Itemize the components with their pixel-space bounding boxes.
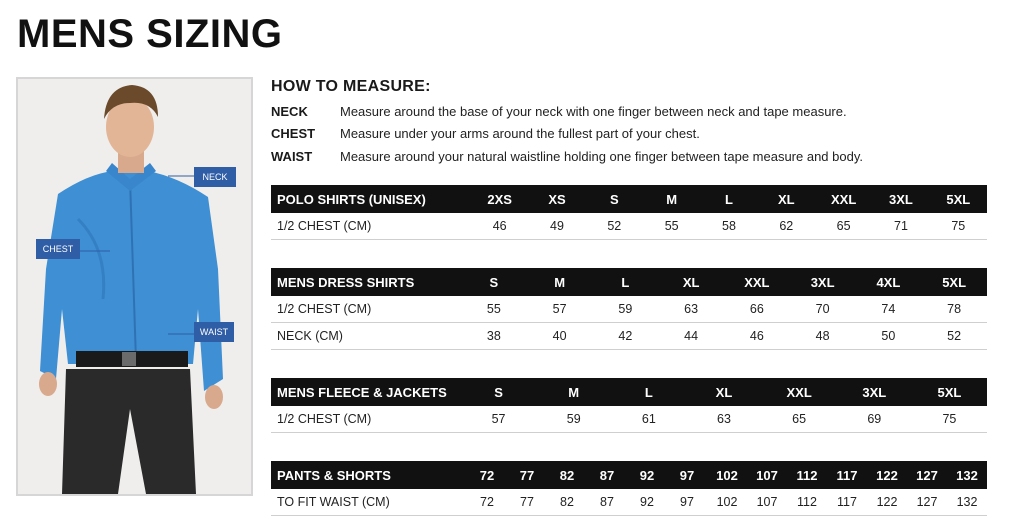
measure-item bbox=[271, 145, 991, 168]
fleece-jackets-table bbox=[271, 378, 987, 433]
table-cell: 92 bbox=[627, 489, 667, 516]
size-header: XL bbox=[686, 378, 761, 406]
table-row bbox=[271, 296, 987, 323]
size-header: L bbox=[700, 185, 757, 213]
table-cell: 42 bbox=[593, 323, 659, 350]
size-header: S bbox=[461, 378, 536, 406]
row-label: NECK (CM) bbox=[271, 323, 461, 350]
size-header: 82 bbox=[547, 461, 587, 489]
table-title: MENS FLEECE & JACKETS bbox=[271, 378, 461, 406]
size-header: L bbox=[611, 378, 686, 406]
table-cell: 63 bbox=[686, 406, 761, 433]
measure-text: Measure around the base of your neck with one finger between neck and tape measure. bbox=[340, 103, 847, 119]
size-header: XXL bbox=[724, 268, 790, 296]
size-header: 3XL bbox=[837, 378, 912, 406]
measure-item bbox=[271, 123, 991, 146]
polo-shirts-table bbox=[271, 185, 987, 240]
size-header: M bbox=[536, 378, 611, 406]
table-cell: 55 bbox=[461, 296, 527, 323]
model-photo bbox=[16, 77, 253, 496]
size-header: XXL bbox=[815, 185, 872, 213]
pants-shorts-table bbox=[271, 461, 987, 516]
table-header-row bbox=[271, 185, 987, 213]
waist-tag: WAIST bbox=[194, 322, 234, 342]
table-cell: 87 bbox=[587, 489, 627, 516]
chest-tag: CHEST bbox=[36, 239, 80, 259]
size-header: 122 bbox=[867, 461, 907, 489]
table-cell: 71 bbox=[872, 213, 929, 240]
size-header: M bbox=[527, 268, 593, 296]
measure-item bbox=[271, 100, 991, 123]
row-label: 1/2 CHEST (CM) bbox=[271, 296, 461, 323]
neck-tag: NECK bbox=[194, 167, 236, 187]
table-cell: 132 bbox=[947, 489, 987, 516]
size-header: 92 bbox=[627, 461, 667, 489]
table-cell: 117 bbox=[827, 489, 867, 516]
table-cell: 38 bbox=[461, 323, 527, 350]
table-cell: 78 bbox=[921, 296, 987, 323]
table-cell: 40 bbox=[527, 323, 593, 350]
table-cell: 69 bbox=[837, 406, 912, 433]
table-cell: 66 bbox=[724, 296, 790, 323]
measure-label: WAIST bbox=[271, 148, 313, 164]
table-cell: 107 bbox=[747, 489, 787, 516]
table-cell: 48 bbox=[790, 323, 856, 350]
size-header: 97 bbox=[667, 461, 707, 489]
table-cell: 59 bbox=[593, 296, 659, 323]
table-cell: 72 bbox=[467, 489, 507, 516]
size-header: 3XL bbox=[790, 268, 856, 296]
table-cell: 50 bbox=[856, 323, 922, 350]
table-cell: 52 bbox=[921, 323, 987, 350]
table-cell: 75 bbox=[930, 213, 987, 240]
table-cell: 57 bbox=[527, 296, 593, 323]
table-cell: 61 bbox=[611, 406, 686, 433]
size-header: M bbox=[643, 185, 700, 213]
size-header: 72 bbox=[467, 461, 507, 489]
measure-text: Measure under your arms around the fullest part of your chest. bbox=[340, 126, 700, 142]
measure-label: CHEST bbox=[271, 126, 316, 142]
table-cell: 63 bbox=[658, 296, 724, 323]
table-cell: 112 bbox=[787, 489, 827, 516]
table-cell: 46 bbox=[471, 213, 528, 240]
table-header-row bbox=[271, 461, 987, 489]
table-cell: 102 bbox=[707, 489, 747, 516]
table-row bbox=[271, 406, 987, 433]
table-cell: 57 bbox=[461, 406, 536, 433]
table-row bbox=[271, 323, 987, 350]
row-label: 1/2 CHEST (CM) bbox=[271, 213, 471, 240]
table-cell: 55 bbox=[643, 213, 700, 240]
size-header: 112 bbox=[787, 461, 827, 489]
size-header: 107 bbox=[747, 461, 787, 489]
table-cell: 77 bbox=[507, 489, 547, 516]
row-label: 1/2 CHEST (CM) bbox=[271, 406, 461, 433]
size-header: 117 bbox=[827, 461, 867, 489]
model-illustration bbox=[18, 79, 251, 494]
table-title: PANTS & SHORTS bbox=[271, 461, 467, 489]
size-header: 132 bbox=[947, 461, 987, 489]
table-cell: 75 bbox=[912, 406, 987, 433]
table-header-row bbox=[271, 268, 987, 296]
table-cell: 49 bbox=[528, 213, 585, 240]
table-cell: 97 bbox=[667, 489, 707, 516]
size-header: S bbox=[461, 268, 527, 296]
table-cell: 58 bbox=[700, 213, 757, 240]
size-header: 2XS bbox=[471, 185, 528, 213]
table-cell: 127 bbox=[907, 489, 947, 516]
size-header: L bbox=[593, 268, 659, 296]
size-header: S bbox=[586, 185, 643, 213]
table-cell: 59 bbox=[536, 406, 611, 433]
table-cell: 74 bbox=[856, 296, 922, 323]
table-header-row bbox=[271, 378, 987, 406]
measure-label: NECK bbox=[271, 103, 308, 119]
size-header: 5XL bbox=[930, 185, 987, 213]
table-cell: 65 bbox=[815, 213, 872, 240]
table-cell: 46 bbox=[724, 323, 790, 350]
size-header: 4XL bbox=[856, 268, 922, 296]
size-header: 127 bbox=[907, 461, 947, 489]
table-row bbox=[271, 489, 987, 516]
table-cell: 82 bbox=[547, 489, 587, 516]
size-header: XL bbox=[758, 185, 815, 213]
table-title: POLO SHIRTS (UNISEX) bbox=[271, 185, 471, 213]
size-header: 77 bbox=[507, 461, 547, 489]
table-row bbox=[271, 213, 987, 240]
size-header: 5XL bbox=[912, 378, 987, 406]
table-title: MENS DRESS SHIRTS bbox=[271, 268, 461, 296]
how-to-measure bbox=[271, 78, 991, 168]
size-header: XS bbox=[528, 185, 585, 213]
table-cell: 65 bbox=[762, 406, 837, 433]
page-title: MENS SIZING bbox=[17, 12, 283, 56]
size-header: 87 bbox=[587, 461, 627, 489]
size-header: XXL bbox=[762, 378, 837, 406]
table-cell: 62 bbox=[758, 213, 815, 240]
how-to-measure-heading: HOW TO MEASURE: bbox=[271, 78, 431, 95]
table-cell: 122 bbox=[867, 489, 907, 516]
size-header: 102 bbox=[707, 461, 747, 489]
size-header: 3XL bbox=[872, 185, 929, 213]
table-cell: 70 bbox=[790, 296, 856, 323]
row-label: TO FIT WAIST (CM) bbox=[271, 489, 467, 516]
size-header: XL bbox=[658, 268, 724, 296]
dress-shirts-table bbox=[271, 268, 987, 350]
size-header: 5XL bbox=[921, 268, 987, 296]
table-cell: 52 bbox=[586, 213, 643, 240]
table-cell: 44 bbox=[658, 323, 724, 350]
measure-text: Measure around your natural waistline holding one finger between tape measure and body. bbox=[340, 148, 863, 164]
